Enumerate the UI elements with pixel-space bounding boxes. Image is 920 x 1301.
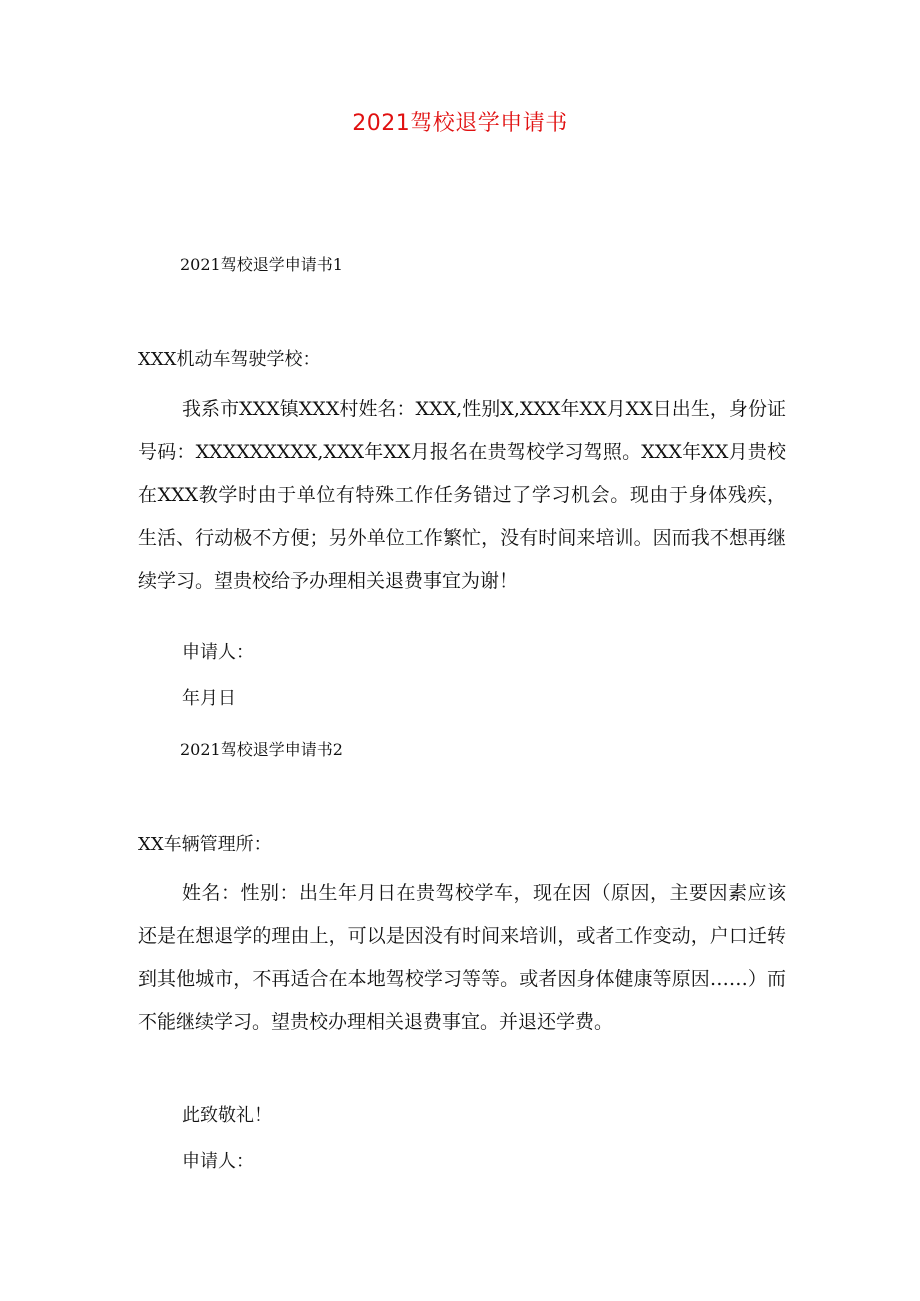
- page-title: 2021驾校退学申请书: [352, 111, 568, 136]
- letter2-applicant: 申请人：: [182, 1151, 254, 1172]
- letter2-salutation: XX车辆管理所：: [138, 834, 272, 855]
- letter1-heading: 2021驾校退学申请书1: [180, 255, 343, 274]
- letter1-salutation: XXX机动车驾驶学校：: [138, 349, 321, 370]
- letter2-closing: 此致敬礼！: [182, 1105, 272, 1126]
- letter2-heading: 2021驾校退学申请书2: [180, 740, 343, 759]
- letter1-body: 我系市XXX镇XXX村姓名：XXX,性别X,XXX年XX月XX日出生，身份证号码：XXXXXXXXX,XXX年XX月报名在贵驾校学习驾照。XXX年XX月贵校在XXX教学时由于单位有特殊工作任务错过了学习机会。现由于身体残疾，生活、行动极不方便；另外单位工作繁忙，没有时间来培训。因而我不想再继续学习。望贵校给予办理相关退费事宜为谢！: [138, 398, 786, 592]
- letter1-applicant: 申请人：: [182, 642, 254, 663]
- letter2-body: 姓名：性别：出生年月日在贵驾校学车，现在因（原因，主要因素应该还是在想退学的理由上，可以是因没有时间来培训，或者工作变动，户口迁转到其他城市，不再适合在本地驾校学习等等。或者因身体健康等原因……）而不能继续学习。望贵校办理相关退费事宜。并退还学费。: [138, 882, 786, 1033]
- letter1-date: 年月日: [182, 688, 236, 709]
